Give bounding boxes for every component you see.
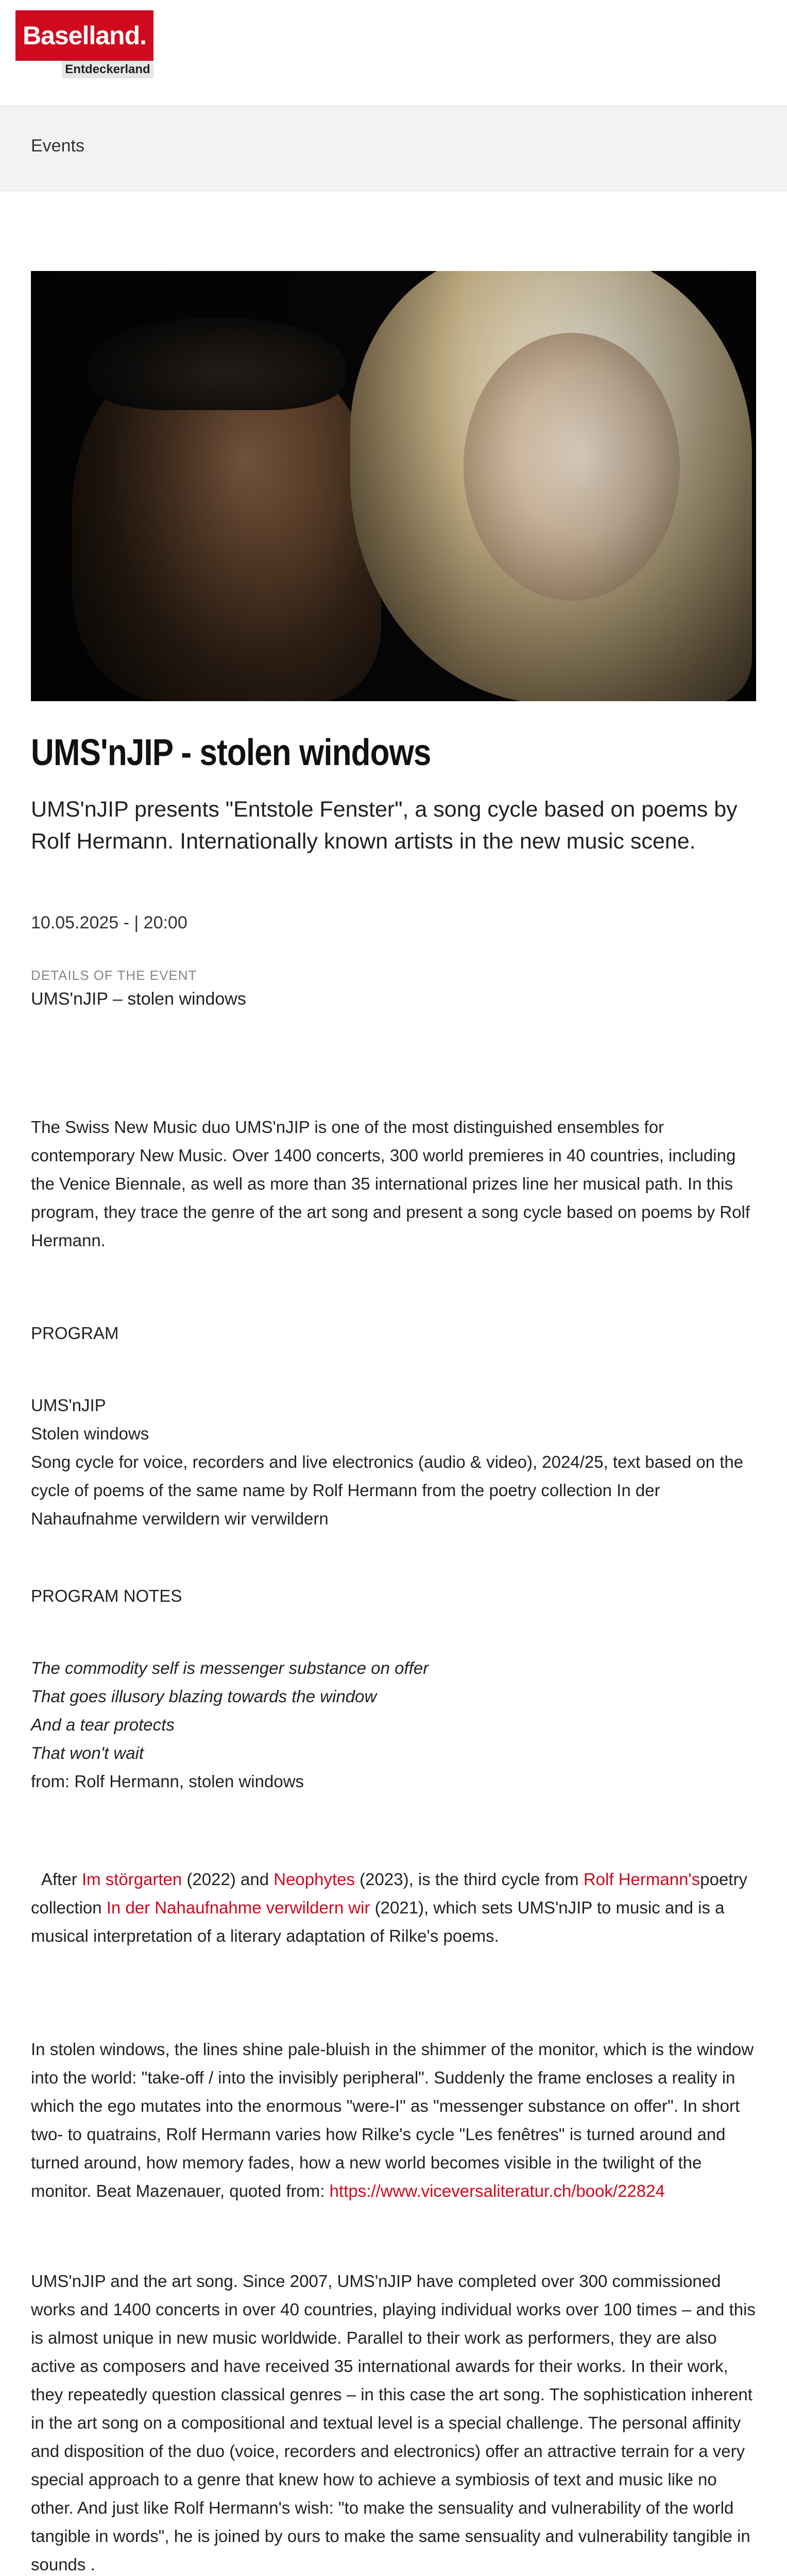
program-notes-heading: PROGRAM NOTES xyxy=(31,1586,182,1605)
artsong-paragraph: UMS'nJIP and the art song. Since 2007, UMS'nJIP have completed over 300 commissioned works and 1400 concerts in over 40 countries, playing individual works over 100 times – and this is almost unique in new music worldwide. Parallel to their work as performers, they are also active as composers and have received 35 international awards for their works. In their work, they repeatedly question classical genres – in this case the art song. The sophistication inherent in the art song on a compositional and textual level is a special challenge. The personal affinity and disposition of the duo (voice, recorders and electronics) offer an attractive terrain for a very special approach to a genre that knew how to achieve a symbiosis of text and music like no other. And just like Rolf Hermann's wish: "to make the sensuality and vulnerability of the world tangible in words", he is joined by ours to make the same sensuality and vulnerability tangible in sounds . xyxy=(31,2272,756,2574)
baselland-logo[interactable] xyxy=(15,10,153,77)
logo-sub-text: Entdeckerland xyxy=(62,61,153,78)
poem-line-4: That won't wait xyxy=(31,1743,144,1762)
link-viceversa[interactable]: https://www.viceversaliteratur.ch/book/22824 xyxy=(329,2181,665,2200)
logo-main-text: Baselland. xyxy=(15,10,153,61)
link-im-stoergarten[interactable]: Im störgarten xyxy=(81,1870,182,1889)
windows-text: In stolen windows, the lines shine pale-bluish in the shimmer of the monitor, which is the window into the world: "take-off / into the invisibly peripheral". Suddenly the frame encloses a reality in which the ego mutates into the enormous "were-I" as "messenger substance on offer". In short two- to quatrains, Rolf Hermann varies how Rilke's cycle "Les fenêtres" is turned around and turned around, how memory fades, how a new world becomes visible in the twilight of the monitor. Beat Mazenauer, quoted from: xyxy=(31,2040,754,2200)
windows-paragraph xyxy=(31,2035,757,2205)
event-lead: UMS'nJIP presents "Entstole Fenster", a song cycle based on poems by Rolf Hermann. Internationally known artists in the new music scene. xyxy=(31,797,738,854)
event-title: UMS'nJIP - stolen windows xyxy=(31,732,431,773)
link-nahaufnahme[interactable]: In der Nahaufnahme verwildern wir xyxy=(106,1898,370,1917)
program-line-3: Song cycle for voice, recorders and live electronics (audio & video), 2024/25, text based on the cycle of poems of the same name by Rolf Hermann from the poetry collection In der Nahaufnahme verwildern wir verwildern xyxy=(31,1452,744,1528)
cycle-text-e: (2021), which sets UMS'nJIP to music and is a musical interpretation of a literary adaptation of Rilke's poems. xyxy=(31,1898,725,1945)
cycle-text-b: (2022) and xyxy=(182,1870,274,1889)
program-line-2: Stolen windows xyxy=(31,1424,149,1443)
details-label: DETAILS OF THE EVENT xyxy=(31,968,197,983)
cycle-text-d: poetry collection xyxy=(31,1870,747,1917)
poem-line-1: The commodity self is messenger substance on offer xyxy=(31,1658,429,1677)
program-heading: PROGRAM xyxy=(31,1324,119,1343)
intro-paragraph: The Swiss New Music duo UMS'nJIP is one of the most distinguished ensembles for contemporary New Music. Over 1400 concerts, 300 world premieres in 40 countries, including the Venice Biennale, as well as more than 35 international prizes line her musical path. In this program, they trace the genre of the art song and present a song cycle based on poems by Rolf Hermann. xyxy=(31,1117,750,1250)
top-header xyxy=(0,0,787,103)
photo-shading xyxy=(31,271,756,701)
poem-line-2: That goes illusory blazing towards the window xyxy=(31,1687,377,1706)
poem-line-3: And a tear protects xyxy=(31,1715,175,1734)
cycle-text-c: (2023), is the third cycle from xyxy=(355,1870,584,1889)
cycle-text-a: After xyxy=(41,1870,82,1889)
link-neophytes[interactable]: Neophytes xyxy=(273,1870,355,1889)
poem-source: from: Rolf Hermann, stolen windows xyxy=(31,1772,304,1791)
details-value: UMS'nJIP – stolen windows xyxy=(31,989,246,1009)
breadcrumb-bar xyxy=(0,106,787,191)
link-rolf-hermann[interactable]: Rolf Hermann's xyxy=(583,1870,700,1889)
cycle-paragraph xyxy=(31,1865,757,1950)
event-datetime: 10.05.2025 - | 20:00 xyxy=(31,913,187,933)
nav-events-link[interactable]: Events xyxy=(31,136,84,156)
event-hero-photo xyxy=(31,271,756,701)
program-line-1: UMS'nJIP xyxy=(31,1396,106,1415)
